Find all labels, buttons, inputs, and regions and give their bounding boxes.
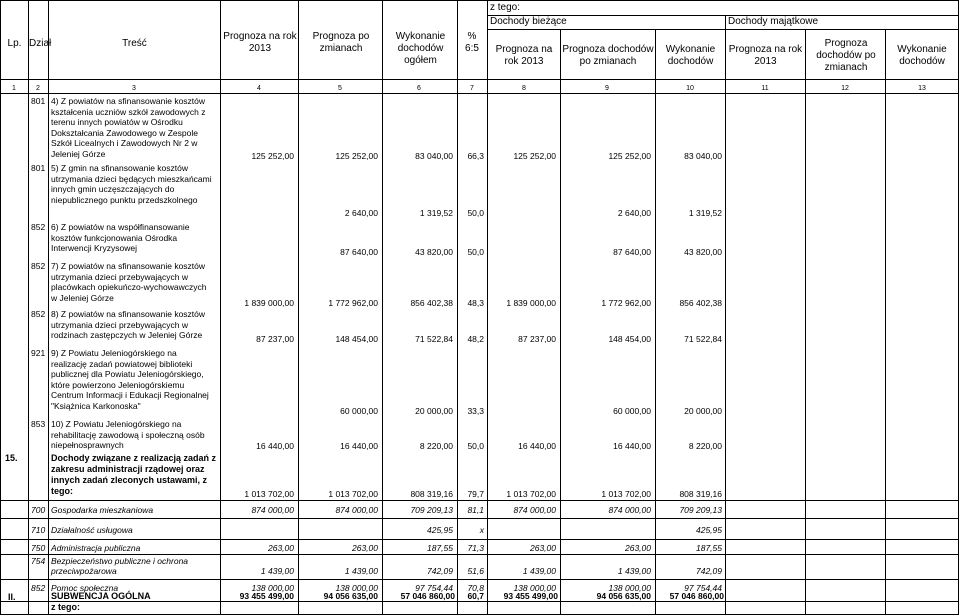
header-b-prognoza-2013: Prognoza na rok 2013 <box>495 44 553 67</box>
colnum-9: 9 <box>605 85 609 92</box>
table-row-tresc: 10) Z Powiatu Jeleniogórskiego na rehabilitację zawodową i społeczną osób niepełnosprawnych <box>51 419 205 450</box>
cell-prognoza: 1 839 000,00 <box>244 298 294 308</box>
cell-b-prognoza-zmian: 1 439,00 <box>617 566 651 576</box>
cell-procent: 79,7 <box>467 489 484 499</box>
table-row-tresc: Pomoc społeczna <box>51 583 119 593</box>
cell-b-prognoza: 263,00 <box>530 543 556 553</box>
cell-b-prognoza: 125 252,00 <box>513 151 556 161</box>
cell-b-wykonanie: 97 754,44 <box>684 583 722 593</box>
cell-prognoza: 93 455 499,00 <box>239 591 294 601</box>
table-row-tresc: SUBWENCJA OGÓLNA z tego: <box>51 591 151 612</box>
cell-prognoza-zmian: 1 013 702,00 <box>328 489 378 499</box>
cell-prognoza-zmian: 1 772 962,00 <box>328 298 378 308</box>
cell-prognoza-zmian: 1 439,00 <box>344 566 378 576</box>
header-dochody-biezace: Dochody bieżące <box>490 16 567 27</box>
header-prognoza-zmian: Prognoza po zmianach <box>312 31 370 54</box>
table-row-lp: 15. <box>5 453 18 463</box>
header-b-wykonanie: Wykonanie dochodów <box>665 44 716 67</box>
cell-wykonanie: 808 319,16 <box>410 489 453 499</box>
colnum-1: 1 <box>12 85 16 92</box>
cell-b-prognoza: 138 000,00 <box>513 583 556 593</box>
cell-wykonanie: 856 402,38 <box>410 298 453 308</box>
colnum-11: 11 <box>761 85 769 92</box>
header-prognoza-2013: Prognoza na rok 2013 <box>223 31 297 54</box>
cell-procent: 33,3 <box>467 406 484 416</box>
cell-b-wykonanie: 742,09 <box>696 566 722 576</box>
colnum-5: 5 <box>338 85 342 92</box>
cell-b-prognoza-zmian: 138 000,00 <box>608 583 651 593</box>
table-row-tresc: 8) Z powiatów na sfinansowanie kosztów utrzymania dzieci przebywających w rodzinach zastępczych w Jeleniej Górze <box>51 309 206 340</box>
cell-b-prognoza: 87 237,00 <box>518 334 556 344</box>
table-row-dzial: 852 <box>31 309 46 319</box>
header-procent: % 6:5 <box>465 31 479 54</box>
cell-wykonanie: 1 319,52 <box>419 208 453 218</box>
colnum-12: 12 <box>841 85 849 92</box>
cell-procent: 50,0 <box>467 441 484 451</box>
cell-wykonanie: 57 046 860,00 <box>400 591 455 601</box>
table-row-tresc: 9) Z Powiatu Jeleniogórskiego na realizację zadań powiatowej biblioteki publicznej dla Powiatu Jeleniogórskiego, które powierzono Jeleniogórskiemu Centrum Informacji i Edukacji Regionalnej "Książnica Karkonoska" <box>51 348 209 411</box>
cell-procent: 48,3 <box>467 298 484 308</box>
cell-procent: 50,0 <box>467 208 484 218</box>
colnum-7: 7 <box>470 85 474 92</box>
cell-prognoza: 874 000,00 <box>251 505 294 515</box>
table-row-dzial: 710 <box>31 525 46 535</box>
cell-b-prognoza-zmian: 263,00 <box>625 543 651 553</box>
cell-wykonanie: 83 040,00 <box>415 151 453 161</box>
header-b-prognoza-zmian: Prognoza dochodów po zmianach <box>562 44 654 67</box>
header-tresc: Treść <box>122 38 147 49</box>
cell-prognoza-zmian: 16 440,00 <box>340 441 378 451</box>
header-dochody-majatkowe: Dochody majątkowe <box>728 16 819 27</box>
cell-b-wykonanie: 8 220,00 <box>688 441 722 451</box>
table-row-tresc: Działalność usługowa <box>51 525 133 535</box>
cell-wykonanie: 742,09 <box>427 566 453 576</box>
table-row-tresc: 5) Z gmin na sfinansowanie kosztów utrzymania dzieci będących mieszkańcami innych gmin uczęszczających do niepublicznego punktu przedszkolnego <box>51 163 212 205</box>
colnum-8: 8 <box>522 85 526 92</box>
cell-procent: 60,7 <box>467 591 484 601</box>
cell-b-prognoza-zmian: 1 772 962,00 <box>601 298 651 308</box>
header-lp: Lp. <box>7 38 22 49</box>
colnum-6: 6 <box>417 85 421 92</box>
cell-b-prognoza-zmian: 1 013 702,00 <box>601 489 651 499</box>
header-m-wykonanie: Wykonanie dochodów <box>897 44 947 67</box>
table-row-dzial: 801 <box>31 96 46 106</box>
cell-wykonanie: 71 522,84 <box>415 334 453 344</box>
cell-b-prognoza: 874 000,00 <box>513 505 556 515</box>
cell-prognoza-zmian: 94 056 635,00 <box>323 591 378 601</box>
table-row-dzial: 750 <box>31 543 46 553</box>
cell-prognoza: 87 237,00 <box>256 334 294 344</box>
table-row-dzial: 852 <box>31 261 46 271</box>
colnum-13: 13 <box>918 85 926 92</box>
header-z-tego: z tego: <box>490 2 521 13</box>
cell-prognoza-zmian: 263,00 <box>352 543 378 553</box>
cell-procent: 71,3 <box>467 543 484 553</box>
cell-procent: 81,1 <box>467 505 484 515</box>
cell-prognoza: 125 252,00 <box>251 151 294 161</box>
colnum-3: 3 <box>132 85 136 92</box>
table-row-dzial: 754 <box>31 556 46 566</box>
table-row-tresc: Gospodarka mieszkaniowa <box>51 505 154 515</box>
cell-b-prognoza: 1 013 702,00 <box>506 489 556 499</box>
cell-wykonanie: 187,55 <box>427 543 453 553</box>
cell-procent: 70,8 <box>467 583 484 593</box>
cell-b-wykonanie: 43 820,00 <box>684 247 722 257</box>
table-row-tresc: Bezpieczeństwo publiczne i ochrona przeciwpożarowa <box>51 556 189 576</box>
table-row-tresc: 7) Z powiatów na sfinansowanie kosztów utrzymania dzieci przebywających w placówkach opiekuńczo-wychowawczych w Jeleniej Górze <box>51 261 207 303</box>
table-row-dzial: 921 <box>31 348 46 358</box>
cell-prognoza: 16 440,00 <box>256 441 294 451</box>
cell-b-wykonanie: 71 522,84 <box>684 334 722 344</box>
cell-b-prognoza: 16 440,00 <box>518 441 556 451</box>
cell-b-prognoza-zmian: 125 252,00 <box>608 151 651 161</box>
cell-b-wykonanie: 57 046 860,00 <box>669 591 724 601</box>
cell-wykonanie: 43 820,00 <box>415 247 453 257</box>
cell-procent: 66,3 <box>467 151 484 161</box>
table-row-tresc: Administracja publiczna <box>51 543 141 553</box>
cell-prognoza: 138 000,00 <box>251 583 294 593</box>
cell-b-wykonanie: 83 040,00 <box>684 151 722 161</box>
table-row-dzial: 852 <box>31 583 46 593</box>
colnum-10: 10 <box>686 85 694 92</box>
cell-b-prognoza-zmian: 60 000,00 <box>613 406 651 416</box>
cell-b-wykonanie: 425,95 <box>696 525 722 535</box>
header-m-prognoza-2013: Prognoza na rok 2013 <box>728 44 803 67</box>
header-m-prognoza-zmian: Prognoza dochodów po zmianach <box>816 38 876 73</box>
header-dzial: Dział <box>29 38 52 49</box>
cell-prognoza-zmian: 148 454,00 <box>335 334 378 344</box>
header-wykonanie-ogolem: Wykonanie dochodów ogółem <box>395 31 446 66</box>
cell-b-prognoza: 1 439,00 <box>522 566 556 576</box>
cell-wykonanie: 20 000,00 <box>415 406 453 416</box>
cell-b-wykonanie: 1 319,52 <box>688 208 722 218</box>
cell-b-wykonanie: 856 402,38 <box>679 298 722 308</box>
cell-b-wykonanie: 709 209,13 <box>679 505 722 515</box>
cell-prognoza-zmian: 874 000,00 <box>335 505 378 515</box>
cell-b-prognoza-zmian: 16 440,00 <box>613 441 651 451</box>
table-row-tresc: Dochody związane z realizacją zadań z zakresu administracji rządowej oraz innych zadań zleconych ustawami, z tego: <box>51 453 217 496</box>
table-row-tresc: 6) Z powiatów na współfinansowanie kosztów funkcjonowania Ośrodka Interwencji Kryzysowej <box>51 222 190 253</box>
cell-procent: 50,0 <box>467 247 484 257</box>
table-row-dzial: 852 <box>31 222 46 232</box>
cell-prognoza: 1 013 702,00 <box>244 489 294 499</box>
table-row-lp: II. <box>8 592 16 602</box>
cell-prognoza-zmian: 138 000,00 <box>335 583 378 593</box>
cell-b-prognoza-zmian: 874 000,00 <box>608 505 651 515</box>
table-row-dzial: 853 <box>31 419 46 429</box>
cell-b-prognoza-zmian: 2 640,00 <box>617 208 651 218</box>
colnum-4: 4 <box>257 85 261 92</box>
table-row-dzial: 801 <box>31 163 46 173</box>
cell-prognoza-zmian: 125 252,00 <box>335 151 378 161</box>
table-row-dzial: 700 <box>31 505 46 515</box>
cell-prognoza: 263,00 <box>268 543 294 553</box>
cell-prognoza: 1 439,00 <box>260 566 294 576</box>
cell-wykonanie: 709 209,13 <box>410 505 453 515</box>
cell-b-prognoza-zmian: 94 056 635,00 <box>596 591 651 601</box>
cell-wykonanie: 425,95 <box>427 525 453 535</box>
cell-procent: x <box>479 525 484 535</box>
cell-procent: 48,2 <box>467 334 484 344</box>
cell-prognoza-zmian: 60 000,00 <box>340 406 378 416</box>
cell-b-wykonanie: 808 319,16 <box>679 489 722 499</box>
cell-wykonanie: 97 754,44 <box>415 583 453 593</box>
cell-procent: 51,6 <box>467 566 484 576</box>
cell-b-prognoza-zmian: 148 454,00 <box>608 334 651 344</box>
cell-prognoza-zmian: 2 640,00 <box>344 208 378 218</box>
cell-prognoza-zmian: 87 640,00 <box>340 247 378 257</box>
cell-b-wykonanie: 20 000,00 <box>684 406 722 416</box>
cell-b-prognoza-zmian: 87 640,00 <box>613 247 651 257</box>
cell-wykonanie: 8 220,00 <box>419 441 453 451</box>
cell-b-prognoza: 1 839 000,00 <box>506 298 556 308</box>
cell-b-prognoza: 93 455 499,00 <box>503 591 558 601</box>
colnum-2: 2 <box>36 85 40 92</box>
table-row-tresc: 4) Z powiatów na sfinansowanie kosztów kształcenia uczniów szkół zawodowych z terenu innych powiatów w Ośrodku Dokształcania Zawodowego w Zespole Szkół Licealnych i Zawodowych Nr 2 w Jeleniej Górze <box>51 96 206 159</box>
cell-b-wykonanie: 187,55 <box>696 543 722 553</box>
